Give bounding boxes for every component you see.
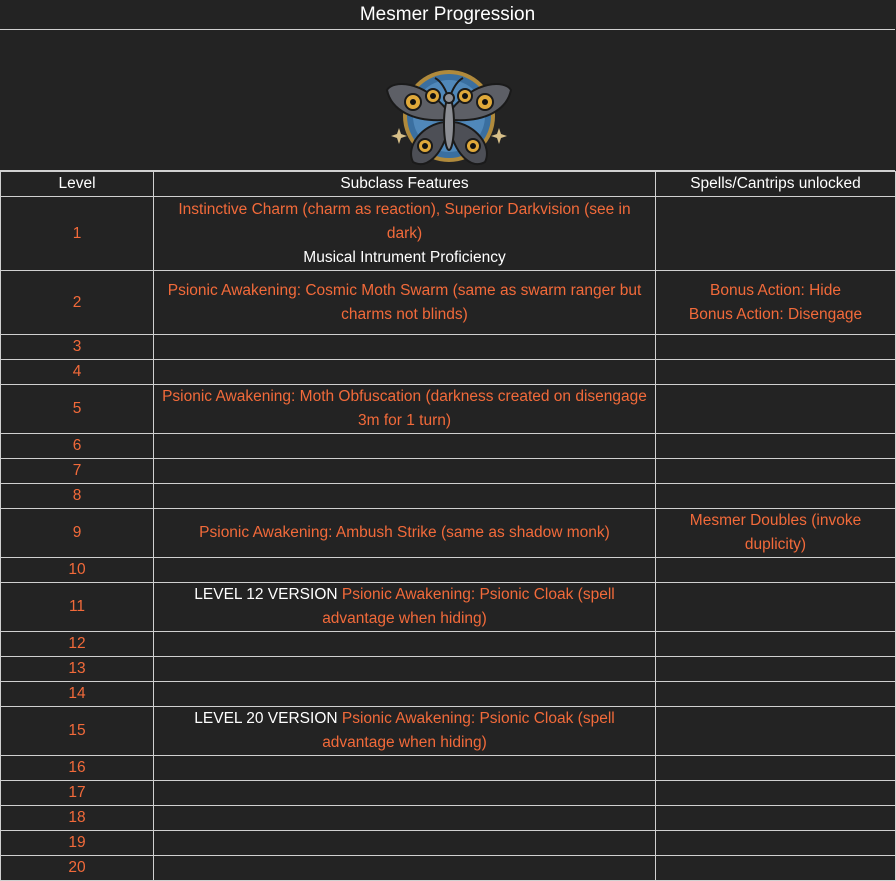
spell-text: Bonus Action: Disengage [688, 305, 863, 323]
spells-cell [656, 781, 896, 806]
feature-cell [154, 484, 656, 509]
table-row [1, 856, 896, 881]
level-cell: 7 [1, 459, 154, 484]
level-cell: 13 [1, 657, 154, 682]
level-cell: 18 [1, 806, 154, 831]
header-features: Subclass Features [154, 172, 656, 197]
table-row [1, 335, 896, 360]
spells-cell [656, 632, 896, 657]
table-row [1, 657, 896, 682]
feature-cell [154, 806, 656, 831]
feature-cell [154, 831, 656, 856]
feature-cell [154, 682, 656, 707]
level-cell: 4 [1, 360, 154, 385]
feature-cell [154, 856, 656, 881]
spells-cell [656, 558, 896, 583]
level-cell: 10 [1, 558, 154, 583]
spells-cell [656, 385, 896, 434]
spells-cell [656, 360, 896, 385]
level-cell: 6 [1, 434, 154, 459]
table-row [1, 781, 896, 806]
level-cell: 19 [1, 831, 154, 856]
feature-text: Psionic Awakening: Psionic Cloak (spell advantage when hiding) [322, 586, 615, 627]
spells-cell [656, 197, 896, 271]
table-row [1, 434, 896, 459]
spells-cell [656, 271, 896, 335]
spells-cell [656, 756, 896, 781]
feature-cell [154, 434, 656, 459]
table-row [1, 583, 896, 632]
feature-cell [154, 632, 656, 657]
table-row [1, 558, 896, 583]
spells-cell [656, 335, 896, 360]
level-cell: 1 [1, 197, 154, 271]
feature-cell [154, 657, 656, 682]
feature-text: Psionic Awakening: Psionic Cloak (spell advantage when hiding) [322, 710, 615, 751]
level-cell: 15 [1, 707, 154, 756]
spells-cell [656, 434, 896, 459]
spells-cell: Mesmer Doubles (invoke duplicity) [656, 509, 896, 558]
level-cell: 8 [1, 484, 154, 509]
feature-cell [154, 707, 656, 756]
spells-cell [656, 856, 896, 881]
spells-cell [656, 459, 896, 484]
spells-cell [656, 657, 896, 682]
feature-cell: Psionic Awakening: Moth Obfuscation (darkness created on disengage 3m for 1 turn) [154, 385, 656, 434]
feature-text: Instinctive Charm (charm as reaction), Superior Darkvision (see in dark) [178, 200, 631, 242]
table-row [1, 831, 896, 856]
level-cell: 3 [1, 335, 154, 360]
feature-text: Musical Intrument Proficiency [303, 248, 506, 266]
level-cell: 12 [1, 632, 154, 657]
spells-cell [656, 583, 896, 632]
table-row [1, 682, 896, 707]
feature-cell [154, 360, 656, 385]
level-cell: 14 [1, 682, 154, 707]
level-cell: 16 [1, 756, 154, 781]
progression-table [0, 171, 896, 881]
level-cell: 9 [1, 509, 154, 558]
table-row [1, 707, 896, 756]
feature-cell [154, 197, 656, 271]
header-spells: Spells/Cantrips unlocked [656, 172, 896, 197]
feature-cell [154, 335, 656, 360]
table-row [1, 756, 896, 781]
spells-cell [656, 484, 896, 509]
feature-cell: Psionic Awakening: Cosmic Moth Swarm (same as swarm ranger but charms not blinds) [154, 271, 656, 335]
emblem-banner [0, 30, 895, 171]
level-cell: 17 [1, 781, 154, 806]
feature-cell [154, 756, 656, 781]
level-cell: 20 [1, 856, 154, 881]
feature-cell [154, 583, 656, 632]
table-row [1, 197, 896, 271]
feature-cell [154, 558, 656, 583]
moth-emblem-icon [383, 50, 515, 182]
header-level: Level [1, 172, 154, 197]
feature-cell: Psionic Awakening: Ambush Strike (same as shadow monk) [154, 509, 656, 558]
table-row [1, 385, 896, 434]
spells-cell [656, 806, 896, 831]
spells-cell [656, 707, 896, 756]
level-cell: 11 [1, 583, 154, 632]
table-row [1, 360, 896, 385]
table-row [1, 271, 896, 335]
table-row [1, 632, 896, 657]
level-cell: 5 [1, 385, 154, 434]
spells-cell [656, 831, 896, 856]
feature-cell [154, 459, 656, 484]
table-row [1, 459, 896, 484]
feature-cell [154, 781, 656, 806]
version-prefix: LEVEL 20 VERSION [194, 710, 338, 727]
spell-text: Bonus Action: Hide [710, 281, 841, 299]
spells-cell [656, 682, 896, 707]
table-row [1, 509, 896, 558]
level-cell: 2 [1, 271, 154, 335]
page-title: Mesmer Progression [0, 0, 895, 30]
version-prefix: LEVEL 12 VERSION [194, 586, 338, 603]
table-row [1, 806, 896, 831]
table-row [1, 484, 896, 509]
